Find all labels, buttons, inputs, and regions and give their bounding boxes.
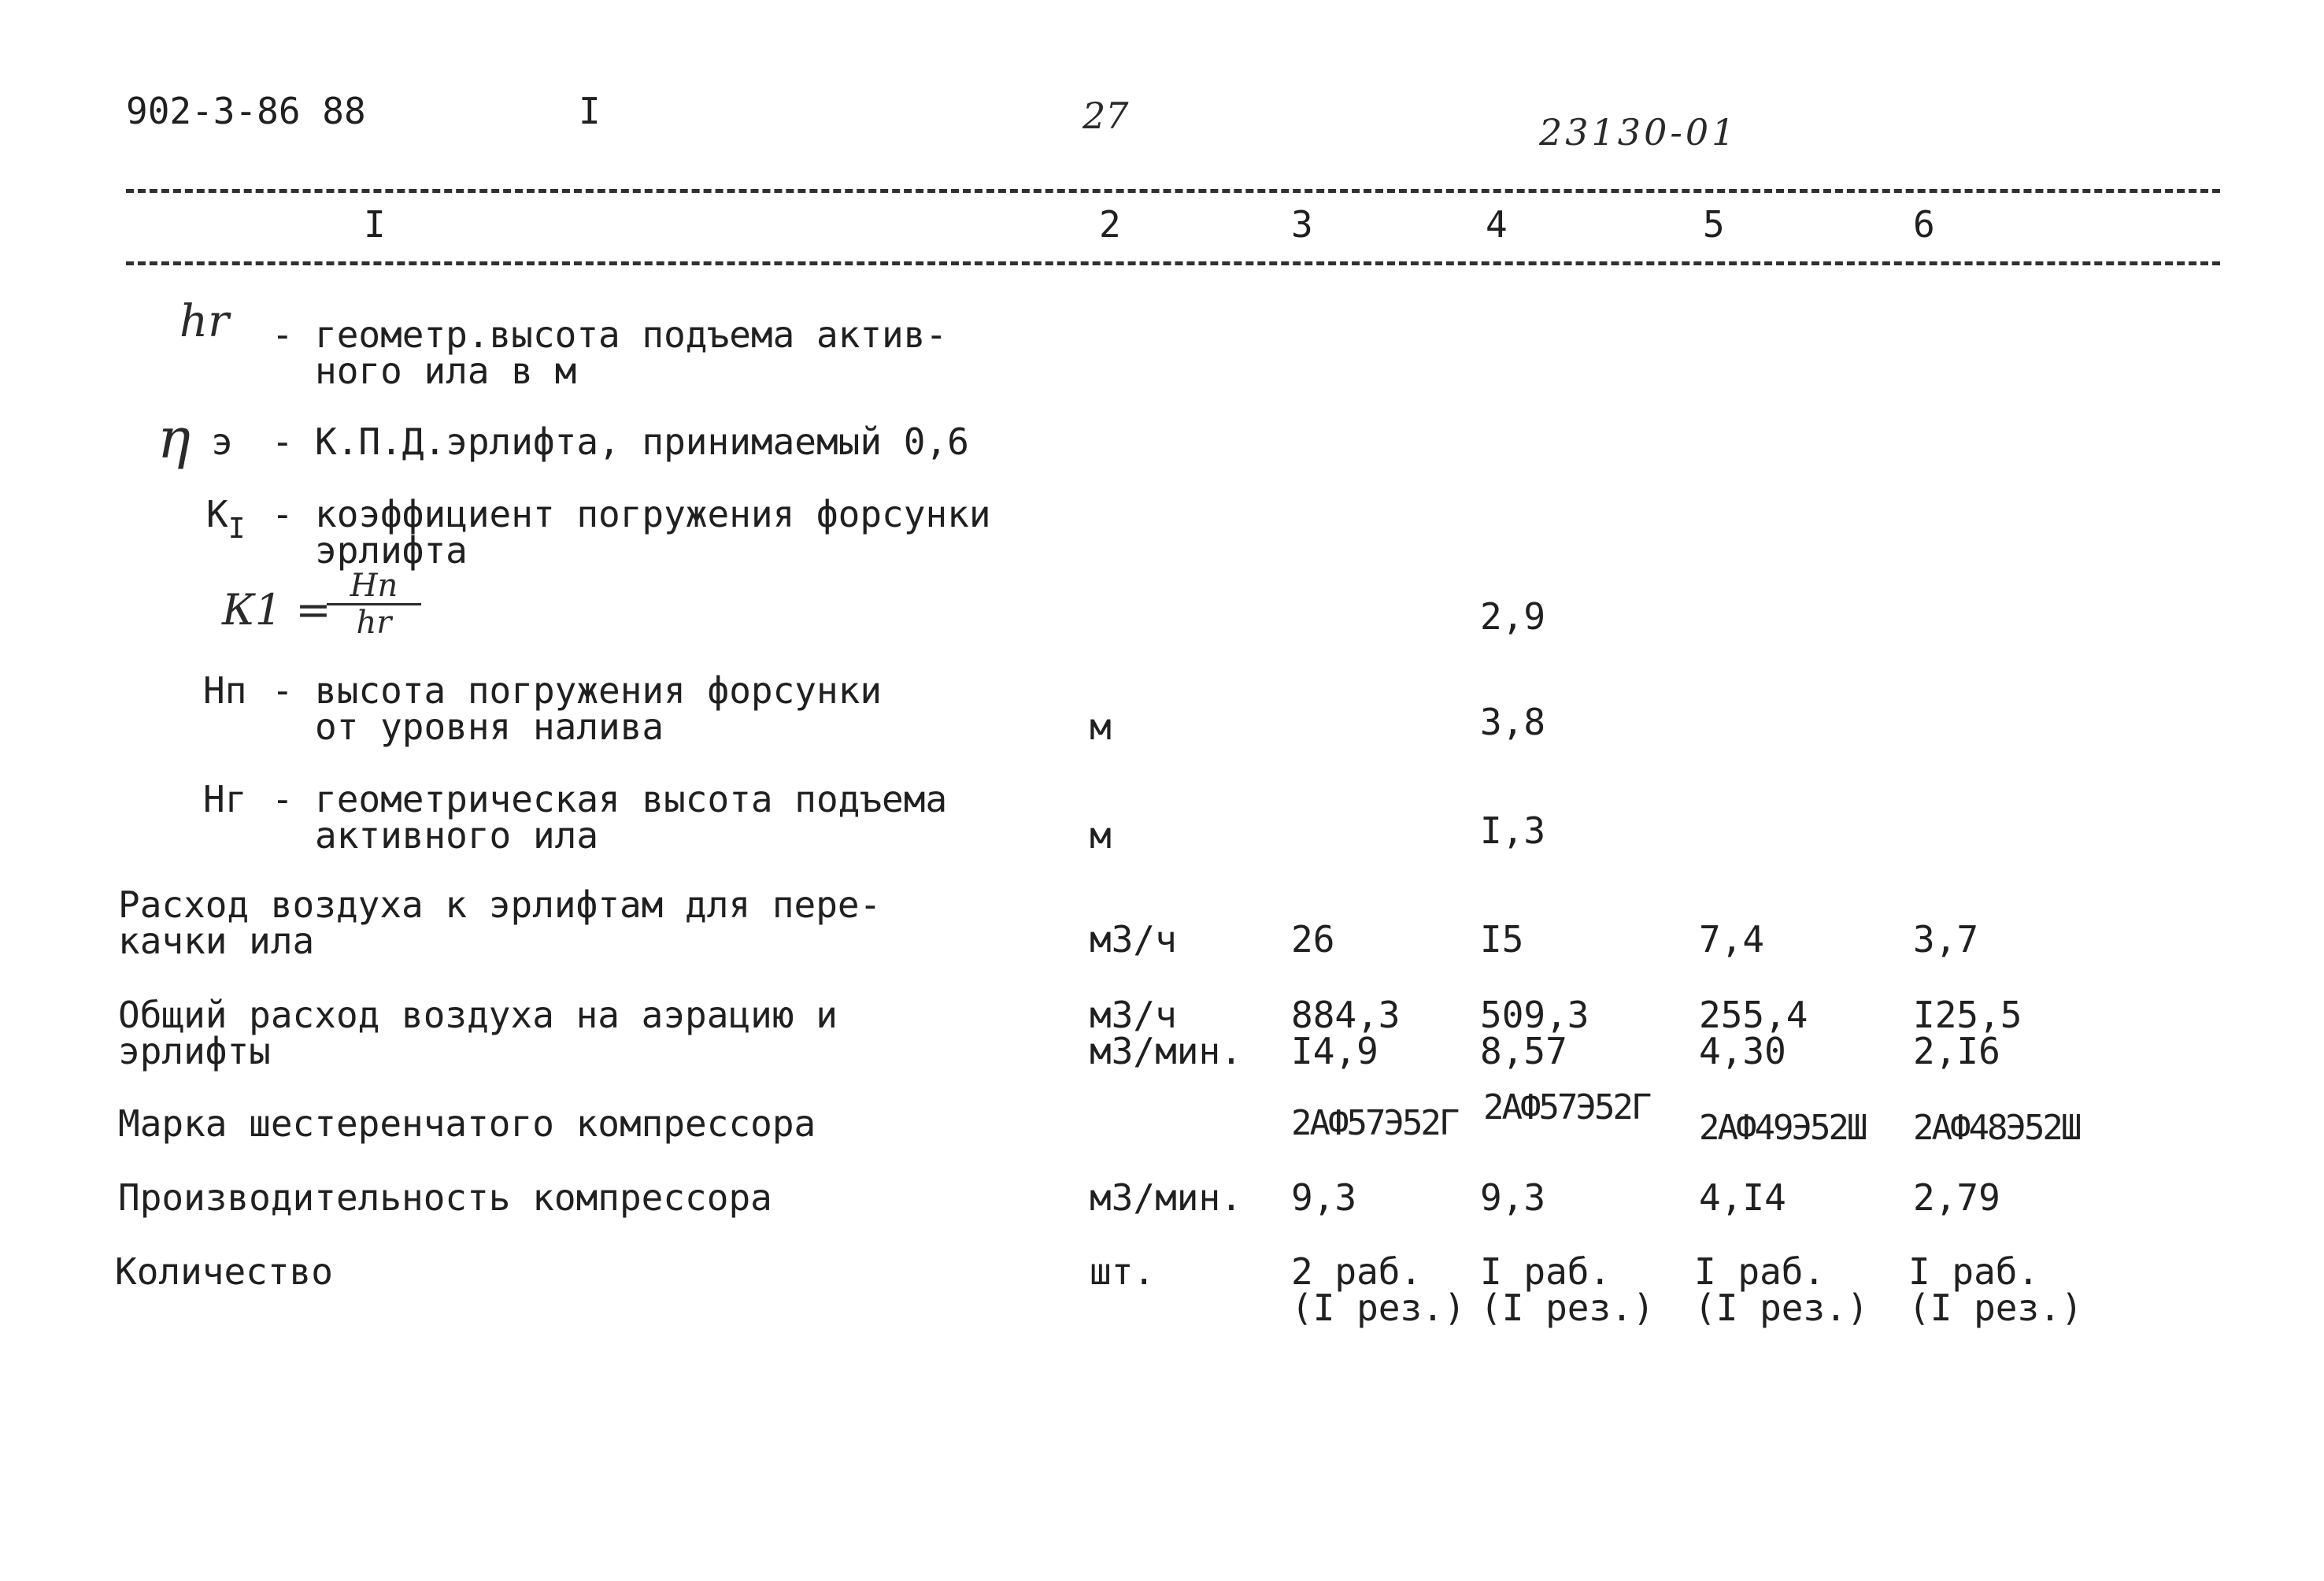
air-total-col-3-hour: 884,3	[1291, 994, 1401, 1036]
hr-desc-line-2: ного ила в м	[315, 350, 577, 392]
air-total-col-5-min: 4,30	[1699, 1030, 1786, 1072]
hg-symbol: Нг	[203, 778, 247, 820]
eta-symbol: η	[157, 406, 191, 471]
hg-value: I,3	[1480, 809, 1546, 852]
quantity-unit: шт.	[1090, 1250, 1156, 1293]
air-lift-col-3: 26	[1291, 918, 1335, 961]
k1-dash: -	[272, 493, 294, 535]
page-number: 27	[1082, 94, 1129, 137]
archive-number: 23130-01	[1539, 111, 1738, 154]
eta-subscript: э	[211, 420, 233, 463]
hn-symbol: Нп	[203, 669, 247, 712]
album-number: I	[579, 90, 601, 132]
hg-dash: -	[272, 778, 294, 820]
col-header-6: 6	[1913, 203, 1935, 246]
k1-symbol: $К_I$	[206, 493, 246, 545]
air-total-label-line-2: эрлифты	[118, 1030, 271, 1072]
col-header-2: 2	[1099, 203, 1121, 246]
air-total-label-line-1: Общий расход воздуха на аэрацию и	[118, 994, 838, 1036]
air-lift-col-5: 7,4	[1699, 918, 1765, 961]
quantity-col-4-reserve: (I рез.)	[1480, 1287, 1655, 1329]
eta-desc: К.П.Д.эрлифта, принимаемый 0,6	[315, 420, 969, 463]
col-header-4: 4	[1486, 203, 1508, 246]
k1-desc-line-1: коэффициент погружения форсунки	[315, 493, 991, 535]
air-total-col-4-min: 8,57	[1480, 1030, 1567, 1072]
hg-unit: м	[1090, 814, 1112, 857]
compressor-model-label: Марка шестеренчатого компрессора	[118, 1102, 816, 1145]
compressor-model-col-4: 2АФ57Э52Г	[1483, 1087, 1650, 1127]
air-lift-col-4: I5	[1480, 918, 1524, 961]
hn-dash: -	[272, 669, 294, 712]
quantity-col-3-work: 2 раб.	[1291, 1250, 1423, 1293]
k1-formula-fraction	[327, 570, 421, 639]
compressor-capacity-col-4: 9,3	[1480, 1176, 1546, 1219]
hr-symbol: hr	[179, 296, 229, 347]
air-lift-unit: м3/ч	[1090, 918, 1177, 961]
col-header-1: I	[364, 203, 386, 246]
k1-formula-numerator: Нп	[350, 568, 398, 604]
hg-desc-line-1: геометрическая высота подъема	[315, 778, 948, 820]
quantity-col-6-reserve: (I рез.)	[1908, 1287, 2083, 1329]
air-total-col-6-min: 2,I6	[1913, 1030, 2000, 1072]
hr-dash: -	[272, 313, 294, 356]
header-rule-bottom	[126, 261, 2220, 265]
quantity-label: Количество	[115, 1250, 333, 1293]
compressor-model-col-3: 2АФ57Э52Г	[1291, 1103, 1458, 1143]
air-lift-label-line-1: Расход воздуха к эрлифтам для пере-	[118, 883, 882, 926]
quantity-col-4-work: I раб.	[1480, 1250, 1612, 1293]
quantity-col-5-reserve: (I рез.)	[1694, 1287, 1869, 1329]
hn-desc-line-2: от уровня налива	[315, 705, 664, 748]
compressor-model-col-5: 2АФ49Э52Ш	[1699, 1108, 1866, 1148]
compressor-model-col-6: 2АФ48Э52Ш	[1913, 1108, 2080, 1148]
quantity-col-6-work: I раб.	[1908, 1250, 2040, 1293]
air-lift-col-6: 3,7	[1913, 918, 1979, 961]
eta-dash: -	[272, 420, 294, 463]
hn-desc-line-1: высота погружения форсунки	[315, 669, 883, 712]
air-total-col-4-hour: 509,3	[1480, 994, 1589, 1036]
k1-value: 2,9	[1480, 595, 1546, 638]
col-header-3: 3	[1291, 203, 1313, 246]
compressor-capacity-col-5: 4,I4	[1699, 1176, 1786, 1219]
hr-desc-line-1: геометр.высота подъема актив-	[315, 313, 948, 356]
header-rule-top	[126, 189, 2220, 193]
compressor-capacity-col-6: 2,79	[1913, 1176, 2000, 1219]
compressor-capacity-label: Производительность компрессора	[118, 1176, 772, 1219]
air-lift-label-line-2: качки ила	[118, 920, 315, 962]
hg-desc-line-2: активного ила	[315, 814, 599, 857]
air-total-col-6-hour: I25,5	[1913, 994, 2022, 1036]
quantity-col-5-work: I раб.	[1694, 1250, 1826, 1293]
doc-code: 902-3-86 88	[126, 90, 366, 132]
air-total-unit-min: м3/мин.	[1090, 1030, 1242, 1072]
col-header-5: 5	[1703, 203, 1725, 246]
compressor-capacity-unit: м3/мин.	[1090, 1176, 1242, 1219]
air-total-col-3-min: I4,9	[1291, 1030, 1378, 1072]
air-total-col-5-hour: 255,4	[1699, 994, 1808, 1036]
k1-desc-line-2: эрлифта	[315, 529, 468, 572]
k1-formula-denominator: hr	[356, 605, 392, 641]
hn-unit: м	[1090, 705, 1112, 748]
compressor-capacity-col-3: 9,3	[1291, 1176, 1357, 1219]
quantity-col-3-reserve: (I рез.)	[1291, 1287, 1466, 1329]
air-total-unit-hour: м3/ч	[1090, 994, 1177, 1036]
k1-formula-lhs: К1 =	[222, 585, 331, 635]
hn-value: 3,8	[1480, 701, 1546, 743]
